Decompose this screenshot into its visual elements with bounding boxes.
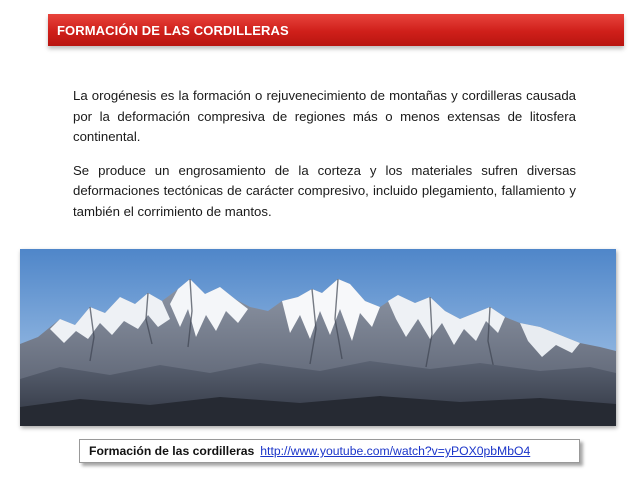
paragraph-1: La orogénesis es la formación o rejuvenecimiento de montañas y cordilleras causada por la deformación compresiva de regiones más o menos extensas de litosfera continental. [73, 88, 576, 144]
video-link[interactable]: http://www.youtube.com/watch?v=yPOX0pbMbO4 [260, 444, 531, 458]
mountain-illustration [20, 249, 616, 426]
mountain-photo [20, 249, 616, 426]
caption-label: Formación de las cordilleras [89, 444, 255, 458]
paragraph-2: Se produce un engrosamiento de la corteza y los materiales sufren diversas deformaciones tectónicas de carácter compresivo, incluido plegamiento, fallamiento y también el corrimiento de mantos. [73, 162, 576, 219]
title-bar [48, 14, 624, 46]
caption-box [79, 439, 580, 463]
body-text [73, 86, 576, 222]
page-title: FORMACIÓN DE LAS CORDILLERAS [57, 22, 289, 38]
